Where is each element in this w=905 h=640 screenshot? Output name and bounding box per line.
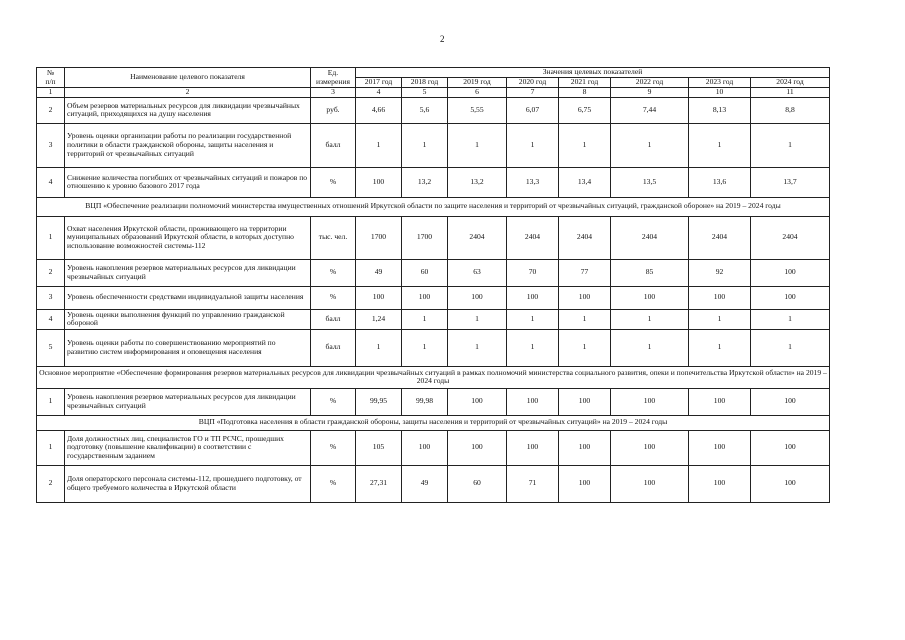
value-cell: 1 (689, 309, 751, 329)
indicator-name: Снижение количества погибших от чрезвычайных ситуаций и пожаров по отношению к уровню базового 2017 года (65, 167, 311, 197)
indicator-name: Уровень накопления резервов материальных ресурсов для ликвидации чрезвычайных ситуаций (65, 388, 311, 415)
value-cell: 100 (611, 465, 689, 502)
value-cell: 100 (448, 388, 507, 415)
unit-cell: % (311, 259, 356, 286)
value-cell: 100 (559, 286, 611, 309)
value-cell: 100 (751, 388, 830, 415)
value-cell: 1700 (356, 216, 402, 259)
value-cell: 1 (559, 329, 611, 366)
header-year: 2023 год (689, 78, 751, 88)
section-row (37, 197, 830, 216)
unit-cell: % (311, 388, 356, 415)
section-title: ВЦП «Обеспечение реализации полномочий министерства имущественных отношений Иркутской области по защите населения и территорий от чрезвычайных ситуаций, гражданской обороне» на 2019 – 2024 годы (37, 197, 830, 216)
value-cell: 100 (751, 465, 830, 502)
value-cell: 1 (559, 123, 611, 167)
value-cell: 2404 (751, 216, 830, 259)
value-cell: 49 (356, 259, 402, 286)
header-year: 2017 год (356, 78, 402, 88)
unit-cell: % (311, 167, 356, 197)
header-year: 2024 год (751, 78, 830, 88)
header-year: 2019 год (448, 78, 507, 88)
value-cell: 1 (751, 309, 830, 329)
table-row (37, 430, 830, 465)
table-row (37, 309, 830, 329)
value-cell: 100 (611, 430, 689, 465)
row-number: 4 (37, 309, 65, 329)
value-cell: 100 (559, 430, 611, 465)
value-cell: 1 (751, 123, 830, 167)
row-number: 2 (37, 97, 65, 123)
value-cell: 71 (507, 465, 559, 502)
value-cell: 1 (356, 123, 402, 167)
value-cell: 1,24 (356, 309, 402, 329)
section-row (37, 415, 830, 430)
unit-cell: тыс. чел. (311, 216, 356, 259)
value-cell: 100 (611, 388, 689, 415)
unit-cell: руб. (311, 97, 356, 123)
header-values: Значения целевых показателей (356, 68, 830, 78)
value-cell: 1 (448, 309, 507, 329)
table-row (37, 329, 830, 366)
header-year: 2020 год (507, 78, 559, 88)
value-cell: 1 (507, 309, 559, 329)
value-cell: 100 (356, 167, 402, 197)
column-number: 5 (402, 88, 448, 98)
value-cell: 92 (689, 259, 751, 286)
value-cell: 5,55 (448, 97, 507, 123)
unit-cell: % (311, 286, 356, 309)
value-cell: 1 (559, 309, 611, 329)
value-cell: 99,98 (402, 388, 448, 415)
row-number: 5 (37, 329, 65, 366)
indicator-name: Уровень обеспеченности средствами индивидуальной защиты населения (65, 286, 311, 309)
unit-cell: % (311, 465, 356, 502)
value-cell: 100 (559, 465, 611, 502)
value-cell: 1 (448, 123, 507, 167)
value-cell: 100 (507, 286, 559, 309)
row-number: 4 (37, 167, 65, 197)
value-cell: 100 (559, 388, 611, 415)
row-number: 2 (37, 465, 65, 502)
value-cell: 99,95 (356, 388, 402, 415)
value-cell: 2404 (689, 216, 751, 259)
value-cell: 1 (402, 309, 448, 329)
section-title: ВЦП «Подготовка населения в области гражданской обороны, защиты населения и территорий от чрезвычайных ситуаций» на 2019 – 2024 годы (37, 415, 830, 430)
value-cell: 8,13 (689, 97, 751, 123)
column-number: 1 (37, 88, 65, 98)
value-cell: 100 (689, 388, 751, 415)
value-cell: 100 (507, 430, 559, 465)
value-cell: 2404 (611, 216, 689, 259)
value-cell: 1 (507, 123, 559, 167)
table-row (37, 167, 830, 197)
table-row (37, 97, 830, 123)
value-cell: 6,75 (559, 97, 611, 123)
header-year: 2018 год (402, 78, 448, 88)
value-cell: 1 (402, 329, 448, 366)
value-cell: 1 (611, 309, 689, 329)
table-row (37, 388, 830, 415)
value-cell: 85 (611, 259, 689, 286)
value-cell: 60 (448, 465, 507, 502)
value-cell: 100 (689, 286, 751, 309)
column-number: 10 (689, 88, 751, 98)
value-cell: 100 (689, 465, 751, 502)
unit-cell: балл (311, 329, 356, 366)
value-cell: 100 (507, 388, 559, 415)
value-cell: 1 (356, 329, 402, 366)
column-number: 4 (356, 88, 402, 98)
value-cell: 100 (356, 286, 402, 309)
value-cell: 27,31 (356, 465, 402, 502)
value-cell: 1 (507, 329, 559, 366)
value-cell: 2404 (448, 216, 507, 259)
value-cell: 13,2 (448, 167, 507, 197)
value-cell: 1 (448, 329, 507, 366)
value-cell: 1 (402, 123, 448, 167)
value-cell: 7,44 (611, 97, 689, 123)
row-number: 3 (37, 286, 65, 309)
indicator-name: Уровень оценки работы по совершенствованию мероприятий по развитию систем информирования и оповещения населения (65, 329, 311, 366)
unit-cell: % (311, 430, 356, 465)
value-cell: 13,4 (559, 167, 611, 197)
indicator-name: Доля должностных лиц, специалистов ГО и ТП РСЧС, прошедших подготовку (повышение квалификации) в соответствии с государственным заданием (65, 430, 311, 465)
value-cell: 77 (559, 259, 611, 286)
column-number: 9 (611, 88, 689, 98)
column-number: 7 (507, 88, 559, 98)
value-cell: 70 (507, 259, 559, 286)
row-number: 2 (37, 259, 65, 286)
value-cell: 1 (689, 329, 751, 366)
value-cell: 2404 (507, 216, 559, 259)
value-cell: 100 (402, 430, 448, 465)
value-cell: 100 (448, 430, 507, 465)
row-number: 1 (37, 430, 65, 465)
table-row (37, 465, 830, 502)
value-cell: 1 (689, 123, 751, 167)
value-cell: 100 (611, 286, 689, 309)
indicator-name: Уровень оценки организации работы по реализации государственной политики в области гражданской обороны, защиты населения и территорий от чрезвычайных ситуаций (65, 123, 311, 167)
header-year: 2022 год (611, 78, 689, 88)
value-cell: 2404 (559, 216, 611, 259)
value-cell: 6,07 (507, 97, 559, 123)
column-number: 11 (751, 88, 830, 98)
row-number: 1 (37, 216, 65, 259)
section-title: Основное мероприятие «Обеспечение формирования резервов материальных ресурсов для ликвидации чрезвычайных ситуаций в рамках полномочий министерства социального развития, опеки и попечительства Иркутской области» на 2019 – 2024 годы (37, 366, 830, 388)
column-number: 8 (559, 88, 611, 98)
table-row (37, 216, 830, 259)
value-cell: 100 (751, 430, 830, 465)
indicator-name: Объем резервов материальных ресурсов для ликвидации чрезвычайных ситуаций, приходящихся на душу населения (65, 97, 311, 123)
header-name: Наименование целевого показателя (65, 68, 311, 88)
value-cell: 63 (448, 259, 507, 286)
value-cell: 5,6 (402, 97, 448, 123)
value-cell: 1700 (402, 216, 448, 259)
column-number: 2 (65, 88, 311, 98)
value-cell: 8,8 (751, 97, 830, 123)
value-cell: 100 (402, 286, 448, 309)
table-row (37, 123, 830, 167)
value-cell: 105 (356, 430, 402, 465)
indicator-name: Уровень накопления резервов материальных ресурсов для ликвидации чрезвычайных ситуаций (65, 259, 311, 286)
target-indicators-table (36, 67, 830, 503)
column-number: 3 (311, 88, 356, 98)
value-cell: 100 (751, 286, 830, 309)
section-row (37, 366, 830, 388)
value-cell: 13,2 (402, 167, 448, 197)
indicator-name: Доля операторского персонала системы-112, прошедшего подготовку, от общего требуемого количества в Иркутской области (65, 465, 311, 502)
value-cell: 1 (611, 329, 689, 366)
value-cell: 1 (751, 329, 830, 366)
header-year: 2021 год (559, 78, 611, 88)
value-cell: 100 (751, 259, 830, 286)
value-cell: 4,66 (356, 97, 402, 123)
table-row (37, 286, 830, 309)
header-num: № п/п (37, 68, 65, 88)
row-number: 1 (37, 388, 65, 415)
page-number: 2 (440, 34, 445, 44)
value-cell: 13,6 (689, 167, 751, 197)
value-cell: 49 (402, 465, 448, 502)
header-unit: Ед. измерения (311, 68, 356, 88)
value-cell: 13,5 (611, 167, 689, 197)
value-cell: 1 (611, 123, 689, 167)
row-number: 3 (37, 123, 65, 167)
table-row (37, 259, 830, 286)
unit-cell: балл (311, 309, 356, 329)
value-cell: 13,3 (507, 167, 559, 197)
column-number: 6 (448, 88, 507, 98)
value-cell: 100 (448, 286, 507, 309)
value-cell: 100 (689, 430, 751, 465)
value-cell: 60 (402, 259, 448, 286)
unit-cell: балл (311, 123, 356, 167)
value-cell: 13,7 (751, 167, 830, 197)
indicator-name: Уровень оценки выполнения функций по управлению гражданской обороной (65, 309, 311, 329)
indicator-name: Охват населения Иркутской области, проживающего на территории муниципальных образований Иркутской области, в которых доступно использование возможностей системы-112 (65, 216, 311, 259)
